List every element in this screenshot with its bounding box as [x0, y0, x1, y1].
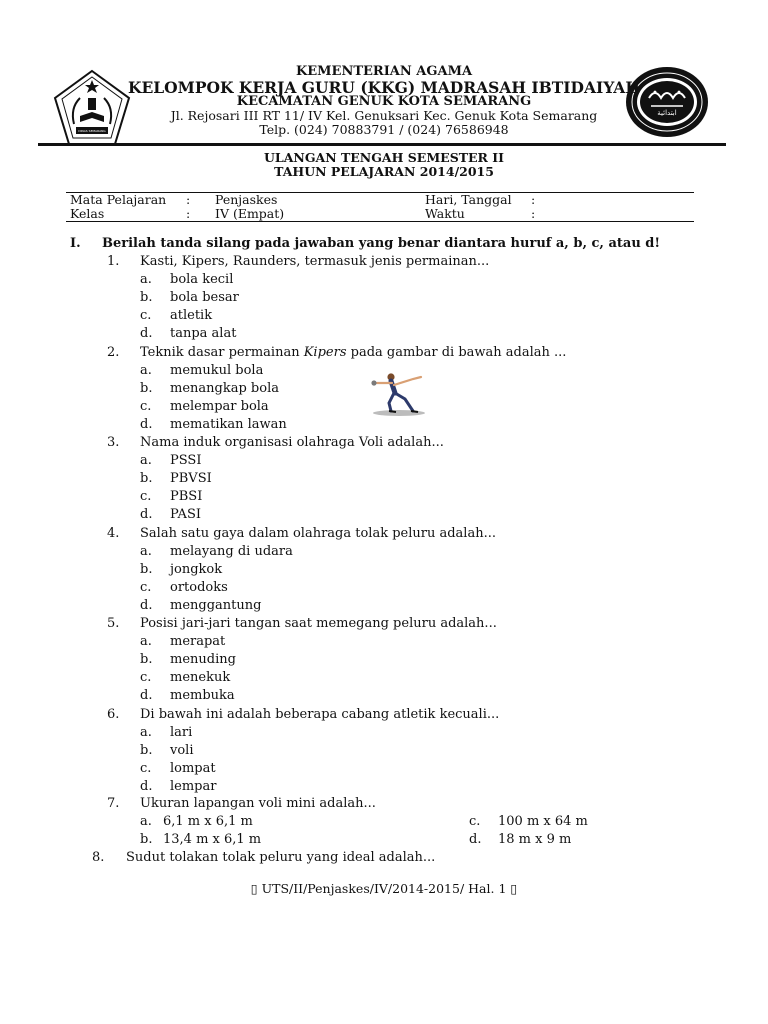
- option-letter: b.: [140, 471, 153, 487]
- phone-line: Telp. (024) 70883791 / (024) 76586948: [259, 122, 509, 137]
- option-letter: c.: [140, 308, 152, 324]
- question-number: 6.: [107, 706, 120, 722]
- option-letter: a.: [140, 453, 152, 469]
- option-text: PBVSI: [170, 471, 212, 487]
- page-footer: ▯ UTS/II/Penjaskes/IV/2014-2015/ Hal. 1 ▯: [250, 881, 518, 896]
- question-text: [140, 254, 489, 269]
- subject-label: Mata Pelajaran: [70, 192, 167, 207]
- day-label: Hari, Tanggal: [425, 192, 512, 207]
- option-text: jongkok: [170, 561, 223, 577]
- option-text: atletik: [170, 308, 213, 324]
- option-letter: a.: [140, 543, 152, 559]
- option-text: lari: [170, 724, 193, 740]
- question-text-part: Di bawah ini adalah beberapa cabang atletik kecuali...: [140, 706, 500, 722]
- time-colon: :: [531, 206, 536, 221]
- subject-colon: :: [186, 192, 191, 207]
- q7-number: 7.: [107, 796, 120, 811]
- question-text-part: Teknik dasar permainan: [140, 344, 304, 360]
- q7-text: Ukuran lapangan voli mini adalah...: [140, 796, 376, 811]
- info-bottom-rule: [66, 221, 694, 222]
- option-text: lempar: [170, 778, 217, 794]
- option-text: melempar bola: [170, 398, 269, 414]
- option-letter: b.: [140, 742, 153, 758]
- option-text: mematikan lawan: [170, 416, 287, 432]
- option-letter: a.: [140, 634, 152, 650]
- option-text: bola besar: [170, 290, 239, 306]
- question-text: [140, 345, 566, 360]
- option-letter: d.: [140, 688, 153, 704]
- kipers-thrower-image: [369, 371, 429, 417]
- q7-option-a-text: 6,1 m x 6,1 m: [163, 814, 253, 829]
- q7-option-d-letter: d.: [469, 832, 482, 847]
- question-text: [140, 616, 497, 631]
- question-text-part: pada gambar di bawah adalah ...: [346, 344, 567, 360]
- q8-number: 8.: [92, 850, 105, 865]
- question-number: 4.: [107, 525, 120, 541]
- option-text: bola kecil: [170, 272, 234, 288]
- question-text-part: Kasti, Kipers, Raunders, termasuk jenis permainan...: [140, 254, 490, 269]
- q8-text: Sudut tolakan tolak peluru yang ideal adalah...: [126, 850, 436, 865]
- letterhead-divider: [38, 143, 726, 146]
- organization-name: KELOMPOK KERJA GURU (KKG) MADRASAH IBTIDAIYAH: [128, 78, 640, 97]
- option-text: menekuk: [170, 670, 231, 686]
- class-label: Kelas: [70, 206, 105, 221]
- option-letter: c.: [140, 398, 152, 414]
- option-text: membuka: [170, 688, 235, 704]
- option-text: menangkap bola: [170, 380, 279, 396]
- option-letter: c.: [140, 489, 152, 505]
- option-text: ortodoks: [170, 579, 228, 595]
- option-letter: c.: [140, 760, 152, 776]
- option-letter: d.: [140, 326, 153, 342]
- option-text: voli: [170, 742, 194, 758]
- option-letter: b.: [140, 561, 153, 577]
- option-letter: d.: [140, 597, 153, 613]
- class-value: IV (Empat): [215, 206, 285, 221]
- option-letter: d.: [140, 416, 153, 432]
- time-label: Waktu: [425, 206, 465, 221]
- exam-year: TAHUN PELAJARAN 2014/2015: [274, 164, 494, 179]
- right-logo-caption: ابتدائية: [657, 109, 677, 117]
- question-text: [140, 526, 496, 541]
- ministry-name: KEMENTERIAN AGAMA: [295, 64, 473, 79]
- q7-option-b-text: 13,4 m x 6,1 m: [163, 832, 262, 847]
- option-text: menggantung: [170, 597, 262, 613]
- option-letter: b.: [140, 652, 153, 668]
- question-text-part: Nama induk organisasi olahraga Voli adalah...: [140, 435, 444, 450]
- option-letter: d.: [140, 778, 153, 794]
- option-text: melayang di udara: [170, 543, 293, 559]
- question-text: [140, 707, 499, 722]
- q7-option-a-letter: a.: [140, 814, 152, 829]
- question-text-part: Posisi jari-jari tangan saat memegang peluru adalah...: [140, 616, 497, 631]
- option-text: PSSI: [170, 453, 202, 469]
- option-text: merapat: [170, 634, 226, 650]
- section-instruction: Berilah tanda silang pada jawaban yang benar diantara huruf a, b, c, atau d!: [102, 236, 661, 251]
- thrower-figure-icon: [369, 371, 429, 417]
- option-text: PBSI: [170, 489, 203, 505]
- exam-title: ULANGAN TENGAH SEMESTER II: [264, 150, 504, 165]
- option-letter: b.: [140, 380, 153, 396]
- option-letter: b.: [140, 290, 153, 306]
- q7-option-c-letter: c.: [469, 814, 481, 829]
- q7-option-c-text: 100 m x 64 m: [498, 814, 588, 829]
- address-line: Jl. Rejosari III RT 11/ IV Kel. Genuksari Kec. Genuk Kota Semarang: [170, 108, 598, 123]
- question-number: 2.: [107, 344, 120, 360]
- option-text: menuding: [170, 652, 236, 668]
- option-letter: a.: [140, 724, 152, 740]
- option-letter: c.: [140, 670, 152, 686]
- question-text: [140, 435, 444, 450]
- class-colon: :: [186, 206, 191, 221]
- option-text: lompat: [170, 760, 216, 776]
- left-logo-caption: DINAS SEMARANG: [78, 129, 106, 133]
- question-number: 3.: [107, 435, 120, 450]
- option-letter: a.: [140, 362, 152, 378]
- option-letter: a.: [140, 272, 152, 288]
- option-text: memukul bola: [170, 362, 264, 378]
- q7-option-d-text: 18 m x 9 m: [498, 832, 572, 847]
- option-text: tanpa alat: [170, 326, 237, 342]
- question-text-part: Salah satu gaya dalam olahraga tolak peluru adalah...: [140, 525, 496, 541]
- subject-value: Penjaskes: [215, 192, 278, 207]
- option-text: PASI: [170, 507, 201, 523]
- question-number: 5.: [107, 616, 120, 631]
- day-colon: :: [531, 192, 536, 207]
- option-letter: d.: [140, 507, 153, 523]
- section-number: I.: [70, 236, 81, 251]
- district-name: KECAMATAN GENUK KOTA SEMARANG: [236, 94, 532, 109]
- q7-option-b-letter: b.: [140, 832, 153, 847]
- option-letter: c.: [140, 579, 152, 595]
- question-emphasis: Kipers: [303, 344, 347, 360]
- question-number: 1.: [107, 254, 120, 269]
